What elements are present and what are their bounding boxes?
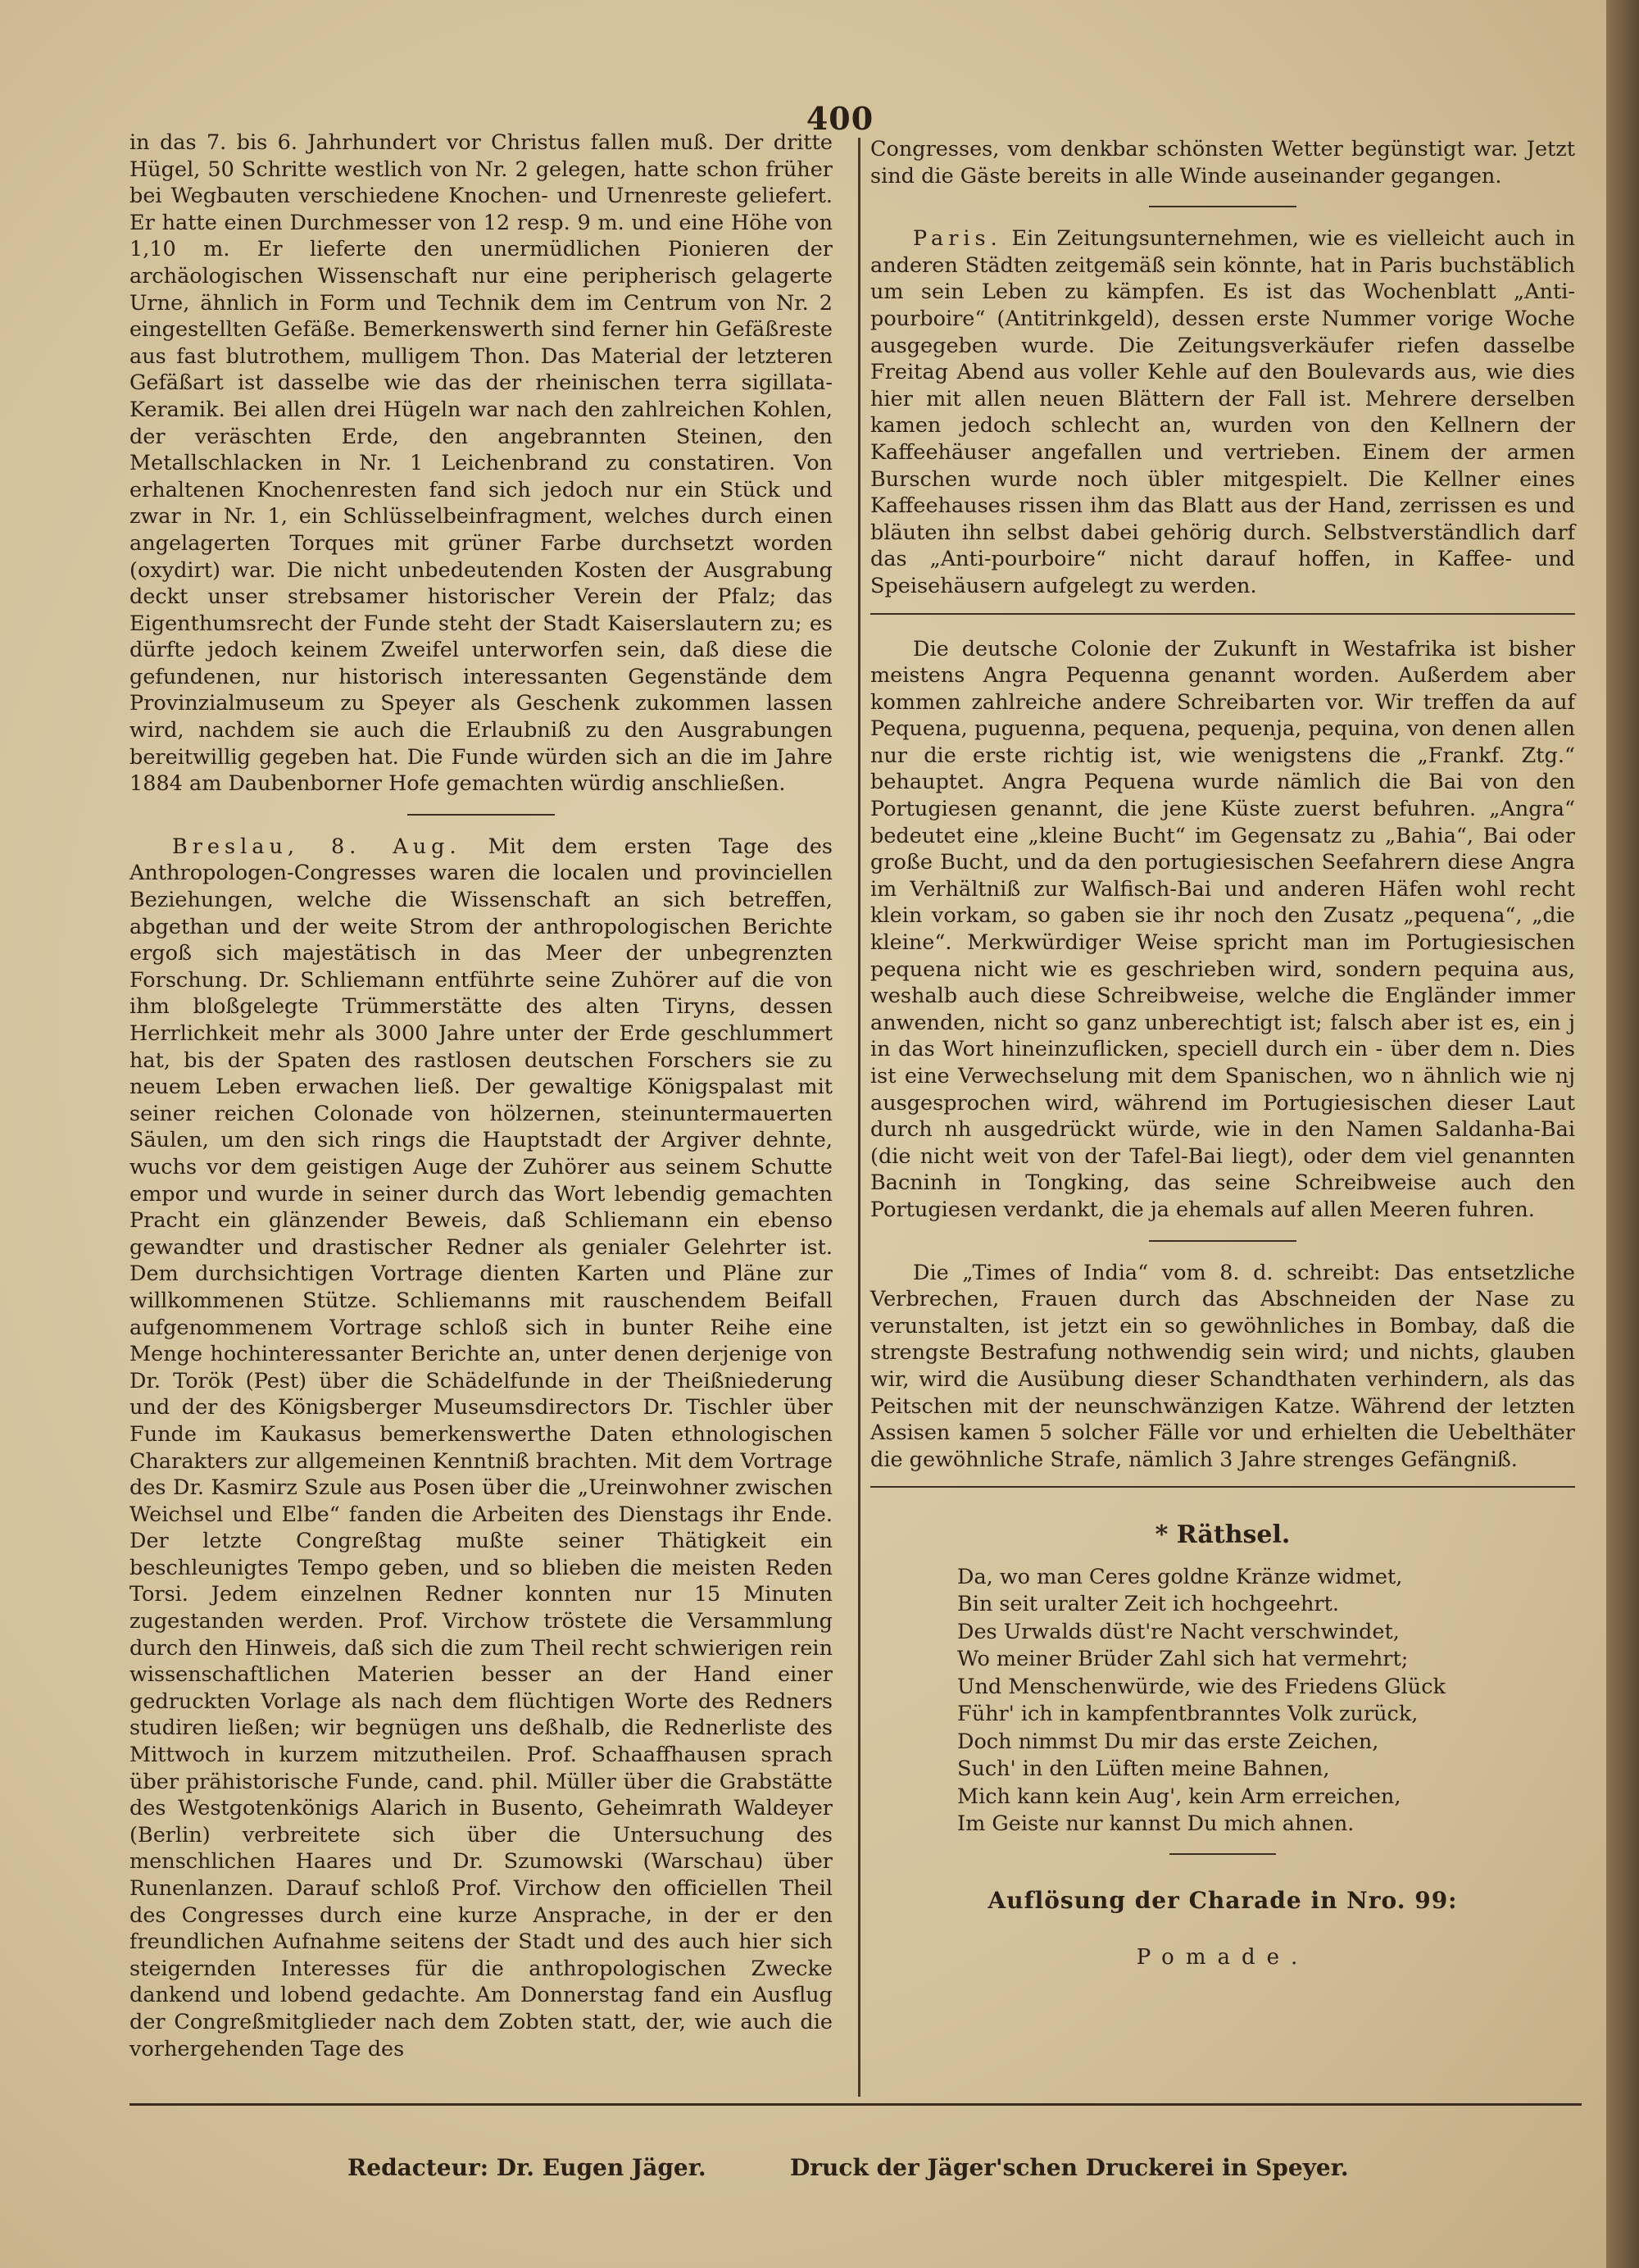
solution-title: Auflösung der Charade in Nro. 99: — [987, 1886, 1458, 1914]
article-separator — [407, 814, 555, 816]
article-angra-pequena: Die deutsche Colonie der Zukunft in Westafrika ist bisher meistens Angra Pequenna genannt worden. Außerdem aber kommen zahlreiche andere Schreibarten vor. Wir treffen da auf Pequena, puguenna, pequena, pequenja, pequina, von denen allen nur die erste richtig ist, wie wenigstens die „Frankf. Ztg.“ behauptet. Angra Pequena wurde nämlich die Bai von den Portugiesen genannt, die jene Küste zuerst befuhren. „Angra“ bedeutet eine „kleine Bucht“ im Gegensatz zu „Bahia“, Bai oder große Bucht, und da den portugiesischen Seefahrern diese Angra im Verhältniß zur Walfisch-Bai und anderen Häfen wohl recht klein vorkam, so gaben sie ihr noch den Zusatz „pequena“, „die kleine“. Merkwürdiger Weise spricht man im Portugiesischen pequena nicht wie es geschrieben wird, sondern pequina aus, weshalb auch diese Schreibweise, welche die Engländer immer anwenden, nicht so ganz unberechtigt ist; falsch aber ist es, ein j in das Wort hineinzuflicken, speciell durch ein - über dem n. Dies ist eine Verwechselung mit dem Spanischen, wo n ähnlich wie nj ausgesprochen wird, während im Portugiesischen dieser Laut durch nh ausgedrückt würde, wie in den Namen Saldanha-Bai (die nicht weit von der Tafel-Bai liegt), oder dem viel genannten Bacninh in Tongking, das seine Schreibweise auch den Portugiesen verdankt, die ja ehemals auf allen Meeren fuhren. — [870, 636, 1575, 1222]
poem-line: Im Geiste nur kannst Du mich ahnen. — [957, 1811, 1355, 1837]
article-breslau-dateline: Breslau, 8. Aug. — [172, 834, 461, 859]
poem-line: Und Menschenwürde, wie des Friedens Glück — [957, 1674, 1446, 1699]
poem-end-rule — [1169, 1853, 1276, 1855]
page-spine — [1606, 0, 1639, 2268]
poem-line: Da, wo man Ceres goldne Kränze widmet, — [957, 1564, 1403, 1589]
riddle-poem — [870, 1564, 1575, 1838]
section-separator — [870, 613, 1575, 615]
poem-line: Des Urwalds düst're Nacht verschwindet, — [957, 1619, 1400, 1644]
right-column — [870, 136, 1575, 1970]
article-paris-body: Ein Zeitungsunternehmen, wie es vielleicht auch in anderen Städten zeitgemäß sein könnte, hat in Paris buchstäblich um sein Leben zu kämpfen. Es ist das Wochenblatt „Anti-pourboire“ (Antitrinkgeld), dessen erste Nummer vorige Woche ausgegeben wurde. Die Zeitungsverkäufer riefen dasselbe Freitag Abend aus voller Kehle auf den Boulevards aus, wie dies hier mit allen neuen Blättern der Fall ist. Mehrere derselben kamen jedoch schlecht an, wurden von den Kellnern der Kaffeehäuser angefallen und vertrieben. Einem der armen Burschen wurde noch übler mitgespielt. Die Kellner eines Kaffeehauses rissen ihm das Blatt aus der Hand, zerrissen es und bläuten ihn selbst dabei gehörig durch. Selbstverständlich darf das „Anti-pourboire“ nicht darauf hoffen, in Kaffee- und Speisehäusern aufgelegt zu werden. — [870, 226, 1575, 598]
footer-rule — [129, 2103, 1582, 2106]
solution-text: Pomade. — [1136, 1944, 1310, 1970]
poem-line: Mich kann kein Aug', kein Arm erreichen, — [957, 1784, 1401, 1809]
section-separator — [870, 1486, 1575, 1488]
article-separator — [1149, 1240, 1296, 1242]
article-breslau-continuation: Congresses, vom denkbar schönsten Wetter begünstigt war. Jetzt sind die Gäste bereits in alle Winde auseinander gegangen. — [870, 137, 1575, 189]
article-paris — [870, 225, 1575, 599]
poem-line: Doch nimmst Du mir das erste Zeichen, — [957, 1729, 1379, 1754]
article-times-of-india: Die „Times of India“ vom 8. d. schreibt: Das entsetzliche Verbrechen, Frauen durch das Abschneiden der Nase zu verunstalten, ist jetzt ein so gewöhnliches in Bombay, daß die strengste Bestrafung nothwendig sein wird; und nichts, glauben wir, wird die Ausübung dieser Schandthaten verhindern, als das Peitschen mit der neunschwänzigen Katze. Während der letzten Assisen kamen 5 solcher Fälle vor und erhielten die Uebelthäter die gewöhnliche Strafe, nämlich 3 Jahre strenges Gefängniß. — [870, 1260, 1575, 1472]
left-column — [129, 130, 833, 2062]
article-breslau-body: Mit dem ersten Tage des Anthropologen-Congresses waren die localen und provinciellen Beziehungen, welche die Wissenschaft an sich betreffen, abgethan und der weite Strom der anthropologischen Berichte ergoß sich majestätisch in das Meer der unbegrenzten Forschung. Dr. Schliemann entführte seine Zuhörer auf die von ihm bloßgelegte Trümmerstätte des alten Tiryns, dessen Herrlichkeit mehr als 3000 Jahre unter der Erde geschlummert hat, bis der Spaten des rastlosen deutschen Forschers sie zu neuem Leben erwachen ließ. Der gewaltige Königspalast mit seiner reichen Colonade von hölzernen, steinuntermauerten Säulen, um den sich rings die Hauptstadt der Argiver dehnte, wuchs vor dem geistigen Auge der Zuhörer aus seinem Schutte empor und wurde in seiner durch das Wort lebendig gemachten Pracht ein glänzender Beweis, daß Schliemann ein ebenso gewandter und drastischer Redner als genialer Gelehrter ist. Dem durchsichtigen Vortrage dienten Karten und Pläne zur willkommenen Stütze. Schliemanns mit rauschendem Beifall aufgenommenem Vortrage schloß sich in bunter Reihe eine Menge hochinteressanter Berichte an, unter denen derjenige von Dr. Torök (Pest) über die Schädelfunde in der Theißniederung und der des Königsberger Museumsdirectors Dr. Tischler über Funde im Kaukasus bemerkenswerthe Daten ethnologischen Charakters zur allgemeinen Kenntniß brachten. Mit dem Vortrage des Dr. Kasmirz Szule aus Posen über die „Ureinwohner zwischen Weichsel und Elbe“ fanden die Arbeiten des Dienstags ihr Ende. Der letzte Congreßtag mußte seiner Thätigkeit ein beschleunigtes Tempo geben, und so blieben die meisten Reden Torsi. Jedem einzelnen Redner konnten nur 15 Minuten zugestanden werden. Prof. Virchow tröstete die Versammlung durch den Hinweis, daß sich die zum Theil recht schwierigen rein wissenschaftlichen Materien besser an der Hand einer gedruckten Vorlage als nach dem flüchtigen Worte des Redners studiren ließen; wir begnügen uns deßhalb, die Rednerliste des Mittwoch in kurzem mitzutheilen. Prof. Schaaffhausen sprach über prähistorische Funde, cand. phil. Müller über die Grabstätte des Westgotenkönigs Alarich in Busento, Geheimrath Waldeyer (Berlin) verbreitete sich über die Untersuchung des menschlichen Haares und Dr. Szumowski (Warschau) über Runenlanzen. Darauf schloß Prof. Virchow den officiellen Theil des Congresses durch eine kurze Ansprache, in der er den freundlichen Aufnahme seitens der Stadt und des auch hier sich steigernden Interesses für die anthropologischen Zwecke dankend und lobend gedachte. Am Donnerstag fand ein Ausflug der Congreßmitglieder nach dem Zobten statt, der, wie auch die vorhergehenden Tage des — [129, 834, 833, 2061]
footer-printer: Druck der Jäger'schen Druckerei in Speyer. — [790, 2154, 1349, 2181]
article-breslau — [129, 834, 833, 2062]
poem-line: Bin seit uralter Zeit ich hochgeehrt. — [957, 1592, 1339, 1617]
article-separator — [1149, 206, 1296, 207]
poem-line: Führ' ich in kampfentbranntes Volk zurück, — [957, 1702, 1419, 1727]
riddle-title: * Räthsel. — [1155, 1520, 1291, 1550]
poem-line: Wo meiner Brüder Zahl sich hat vermehrt; — [957, 1647, 1409, 1672]
article-excavation-continuation: in das 7. bis 6. Jahrhundert vor Christus fallen muß. Der dritte Hügel, 50 Schritte westlich von Nr. 2 gelegen, hatte schon früher bei Wegbauten verschiedene Knochen- und Urnenreste geliefert. Er hatte einen Durchmesser von 12 resp. 9 m. und eine Höhe von 1,10 m. Er lieferte den unermüdlichen Pionieren der archäologischen Wissenschaft nur eine peripherisch gelagerte Urne, ähnlich in Form und Technik dem im Centrum von Nr. 2 eingestellten Gefäße. Bemerkenswerth sind ferner hin Gefäßreste aus fast blutrothem, mulligem Thon. Das Material der letzteren Gefäßart ist dasselbe wie das der rheinischen terra sigillata-Keramik. Bei allen drei Hügeln war nach den zahlreichen Kohlen, der veräschten Erde, den angebrannten Steinen, den Metallschlacken in Nr. 1 Leichenbrand zu constatiren. Von erhaltenen Knochenresten fand sich jedoch nur ein Stück und zwar in Nr. 1, ein Schlüsselbeinfragment, welches durch einen angelagerten Torques mit grüner Farbe durchsetzt worden (oxydirt) war. Die nicht unbedeutenden Kosten der Ausgrabung deckt unser strebsamer historischer Verein der Pfalz; das Eigenthumsrecht der Funde steht der Stadt Kaiserslautern zu; es dürfte jedoch keinem Zweifel unterworfen sein, daß diese die gefundenen, nur historisch interessanten Gegenstände dem Provinzialmuseum zu Speyer als Geschenk zukommen lassen wird, nachdem sie auch die Erlaubniß zu den Ausgrabungen bereitwillig gegeben hat. Die Funde würden sich an die im Jahre 1884 am Daubenborner Hofe gemachten würdig anschließen. — [129, 130, 833, 797]
page-number: 400 — [806, 100, 874, 137]
footer-editor: Redacteur: Dr. Eugen Jäger. — [347, 2154, 706, 2181]
column-divider — [858, 138, 860, 2097]
poem-line: Such' in den Lüften meine Bahnen, — [957, 1757, 1330, 1782]
article-paris-dateline: Paris. — [913, 226, 1002, 252]
